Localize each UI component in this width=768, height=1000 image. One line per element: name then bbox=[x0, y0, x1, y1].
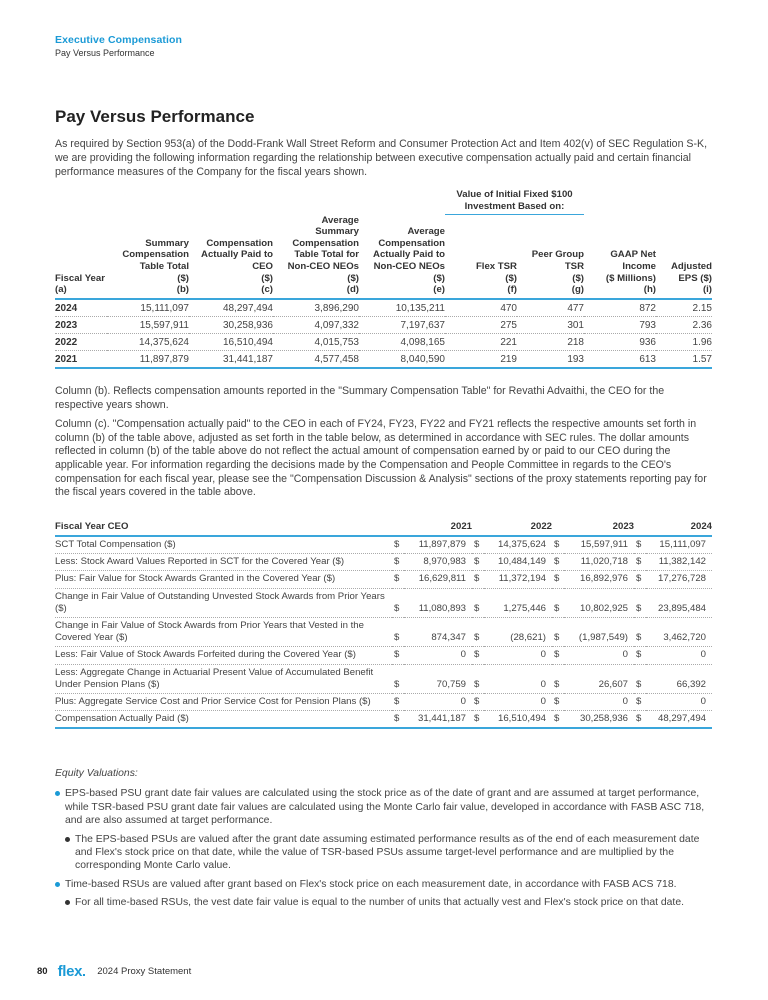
document-title: 2024 Proxy Statement bbox=[97, 966, 192, 977]
tsr-group-header: Value of Initial Fixed $100 Investment Based on: bbox=[445, 189, 584, 215]
table-row: 2023 15,597,911 30,258,936 4,097,332 7,197,637 275 301 793 2.36 bbox=[55, 316, 712, 333]
cap-header-year: 2024 bbox=[634, 521, 712, 536]
page-number: 80 bbox=[37, 966, 48, 977]
table-row: 2022 14,375,624 16,510,494 4,015,753 4,098,165 221 218 936 1.96 bbox=[55, 333, 712, 350]
col-header-adjusted-eps: Adjusted EPS ($) (i) bbox=[656, 215, 712, 299]
page-footer bbox=[37, 963, 191, 980]
col-header-peer-tsr: Peer Group TSR ($) (g) bbox=[517, 215, 584, 299]
cap-header-year: 2023 bbox=[552, 521, 634, 536]
column-header-row bbox=[55, 215, 712, 299]
col-header-avg-cap-neo: Average Compensation Actually Paid to Non-CEO NEOs ($) (e) bbox=[359, 215, 445, 299]
cap-header-row bbox=[55, 521, 712, 536]
subsection-title: Pay Versus Performance bbox=[55, 48, 155, 58]
blue-bullet-icon bbox=[55, 882, 60, 887]
table-row: Plus: Fair Value for Stock Awards Granted in the Covered Year ($) $ 16,629,811 $ 11,372,194 $ 16,892,976 $ 17,276,728 bbox=[55, 571, 712, 588]
blue-bullet-icon bbox=[55, 791, 60, 796]
column-notes bbox=[55, 385, 715, 506]
note-column-b: Column (b). Reflects compensation amounts reported in the "Summary Compensation Table" for Revathi Advaithi, the CEO for the respective years shown. bbox=[55, 385, 665, 411]
table-row: Change in Fair Value of Stock Awards from Prior Years that Vested in the Covered Year ($) $ 874,347 $ (28,621) $ (1,987,549) $ 3,462,720 bbox=[55, 618, 712, 647]
sub-bullet-item: The EPS-based PSUs are valued after the grant date assuming estimated performance results as of the end of each measurement date and Flex's stock price on that date, while the value of TSR-based PSUs assume target-level performance and are multiplied by the corresponding Monte Carlo value. bbox=[55, 833, 715, 873]
col-header-sct-total: Summary Compensation Table Total ($) (b) bbox=[107, 215, 189, 299]
table-row: 2021 11,897,879 31,441,187 4,577,458 8,040,590 219 193 613 1.57 bbox=[55, 350, 712, 368]
section-title: Executive Compensation bbox=[55, 34, 183, 46]
equity-valuations-title: Equity Valuations: bbox=[55, 768, 138, 779]
col-header-cap-ceo: Compensation Actually Paid to CEO ($) (c) bbox=[189, 215, 273, 299]
col-header-flex-tsr: Flex TSR ($) (f) bbox=[445, 215, 517, 299]
table-row: Less: Stock Award Values Reported in SCT for the Covered Year ($) $ 8,970,983 $ 10,484,149 $ 11,020,718 $ 11,382,142 bbox=[55, 554, 712, 571]
col-header-net-income: GAAP Net Income ($ Millions) (h) bbox=[584, 215, 656, 299]
table-row: Plus: Aggregate Service Cost and Prior Service Cost for Pension Plans ($) $ 0 $ 0 $ 0 $ 0 bbox=[55, 694, 712, 711]
intro-paragraph: As required by Section 953(a) of the Dodd-Frank Wall Street Reform and Consumer Protection Act and Item 402(v) of SEC Regulation S-K, we are providing the following information regarding the relationship between executive compensation actually paid and certain financial performance measures of the Company for the fiscal years shown. bbox=[55, 138, 708, 178]
cap-header-year: 2021 bbox=[392, 521, 472, 536]
page-title: Pay Versus Performance bbox=[55, 107, 255, 126]
flex-logo: flex bbox=[58, 963, 86, 980]
bullet-item: EPS-based PSU grant date fair values are calculated using the stock price as of the date of grant and are assumed at target performance, while TSR-based PSU grant date fair values are calculated using the Monte Carlo fair value, developed in accordance with FASB ASC 718, and are also assumed at target performance. bbox=[55, 787, 715, 827]
table-row-total: Compensation Actually Paid ($) $ 31,441,187 $ 16,510,494 $ 30,258,936 $ 48,297,494 bbox=[55, 711, 712, 729]
compensation-actually-paid-table bbox=[55, 521, 712, 729]
pay-vs-performance-table bbox=[55, 189, 712, 369]
cap-header-label: Fiscal Year CEO bbox=[55, 521, 392, 536]
table-row: Change in Fair Value of Outstanding Unvested Stock Awards from Prior Years ($) $ 11,080,893 $ 1,275,446 $ 10,802,925 $ 23,895,484 bbox=[55, 588, 712, 617]
table-row: Less: Fair Value of Stock Awards Forfeited during the Covered Year ($) $ 0 $ 0 $ 0 $ 0 bbox=[55, 647, 712, 664]
group-header-row bbox=[55, 189, 712, 215]
running-header bbox=[55, 34, 182, 58]
equity-valuations bbox=[55, 767, 715, 915]
col-header-avg-sct-neo: Average Summary Compensation Table Total for Non-CEO NEOs ($) (d) bbox=[273, 215, 359, 299]
bullet-item: Time-based RSUs are valued after grant based on Flex's stock price on each measurement date, in accordance with FASB ACS 718. bbox=[55, 878, 715, 891]
table-row: Less: Aggregate Change in Actuarial Present Value of Accumulated Benefit Under Pension Plans ($) $ 70,759 $ 0 $ 26,607 $ 66,392 bbox=[55, 664, 712, 693]
black-bullet-icon bbox=[65, 837, 70, 842]
black-bullet-icon bbox=[65, 900, 70, 905]
table-row: 2024 15,111,097 48,297,494 3,896,290 10,135,211 470 477 872 2.15 bbox=[55, 299, 712, 317]
note-column-c: Column (c). "Compensation actually paid" to the CEO in each of FY24, FY23, FY22 and FY21 reflects the respective amounts set forth in column (b) of the table above, adjusted as set forth in the table below, as determined in accordance with SEC rules. The dollar amounts reflected in column (b) of the table above do not reflect the actual amount of compensation earned by or paid to our CEO during the applicable year. For information regarding the decisions made by the Compensation and People Committee in regards to the CEO's compensation for each fiscal year, please see the "Compensation Discussion & Analysis" sections of the proxy statements reporting pay for the fiscal years covered in the table above. bbox=[55, 418, 707, 499]
table-row: SCT Total Compensation ($) $ 11,897,879 $ 14,375,624 $ 15,597,911 $ 15,111,097 bbox=[55, 536, 712, 554]
cap-header-year: 2022 bbox=[472, 521, 552, 536]
col-header-fiscal-year: Fiscal Year (a) bbox=[55, 215, 107, 299]
sub-bullet-item: For all time-based RSUs, the vest date fair value is equal to the number of units that actually vest and Flex's stock price on that date. bbox=[55, 896, 715, 909]
